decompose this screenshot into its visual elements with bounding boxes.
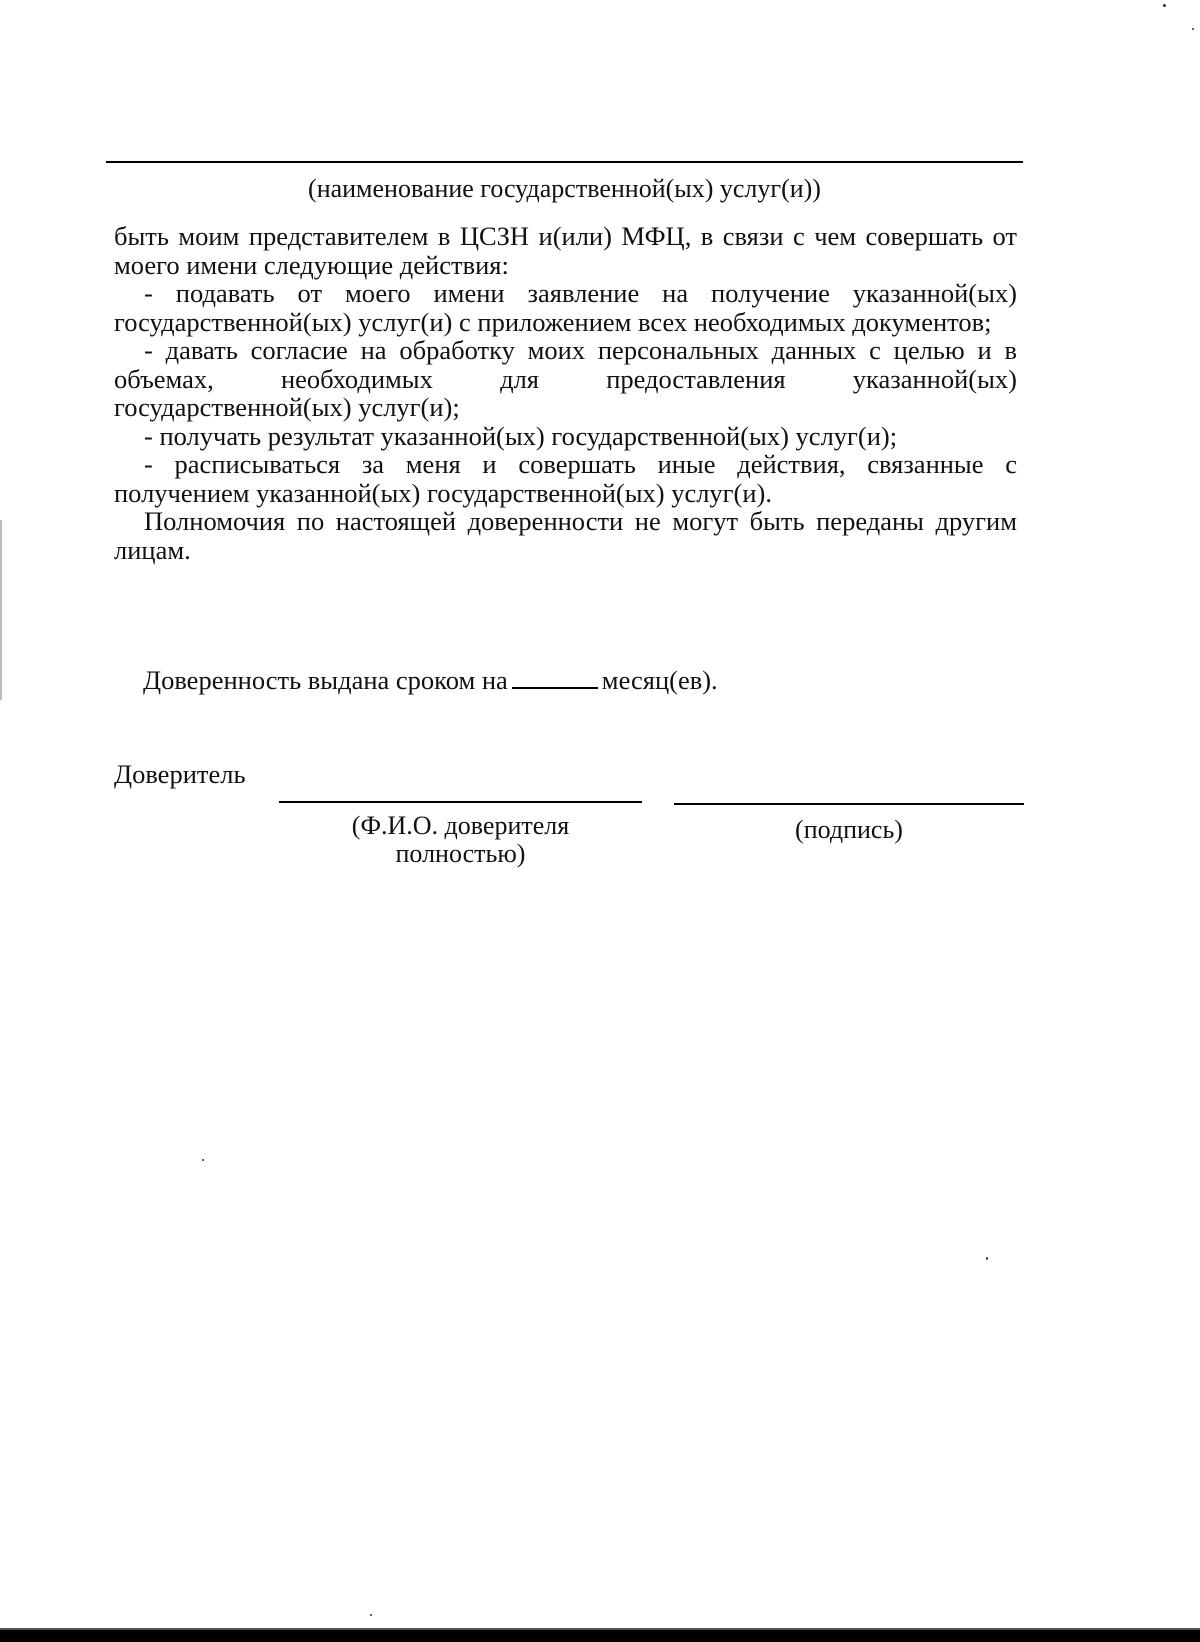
paragraph-receive-result: - получать результат указанной(ых) государственной(ых) услуг(и); (144, 420, 898, 451)
term-statement (143, 665, 718, 695)
scan-speck (370, 1614, 372, 1616)
paragraph-no-transfer: Полномочия по настоящей доверенности не могут быть переданы другим лицам. (114, 506, 1017, 565)
document-body (114, 222, 1017, 564)
principal-name-line (279, 801, 642, 803)
scan-speck (1192, 28, 1194, 30)
term-text-after: месяц(ев). (601, 665, 718, 695)
term-months-blank (512, 665, 598, 689)
term-text-before: Доверенность выдана сроком на (143, 665, 508, 695)
principal-name-caption-line1: (Ф.И.О. доверителя (351, 811, 570, 840)
paragraph-data-consent: - давать согласие на обработку моих персональных данных с целью и в объемах, необходимых для предоставления указанной(ых) государственной(ых) услуг(и); (114, 335, 1017, 422)
principal-name-caption (279, 812, 642, 868)
scan-speck (1163, 4, 1166, 7)
signature-line (674, 803, 1024, 805)
paragraph-intro: быть моим представителем в ЦСЗН и(или) МФЦ, в связи с чем совершать от моего имени следующие действия: (114, 221, 1017, 280)
paragraph-sign-on-behalf: - расписываться за меня и совершать иные действия, связанные с получением указанной(ых) государственной(ых) услуг(и). (114, 449, 1017, 508)
signature-caption: (подпись) (795, 815, 903, 844)
principal-name-caption-line2: полностью) (395, 839, 526, 868)
scan-speck (986, 1257, 988, 1260)
service-name-caption: (наименование государственной(ых) услуг(и)) (308, 174, 821, 203)
paragraph-submit-application: - подавать от моего имени заявление на получение указанной(ых) государственной(ых) услуг(и) с приложением всех необходимых документов; (114, 278, 1017, 337)
scan-edge-shadow (0, 520, 2, 700)
scan-bottom-border (0, 1630, 1200, 1642)
service-name-line (106, 161, 1023, 163)
scan-speck (202, 1159, 204, 1161)
principal-label: Доверитель (114, 759, 246, 789)
